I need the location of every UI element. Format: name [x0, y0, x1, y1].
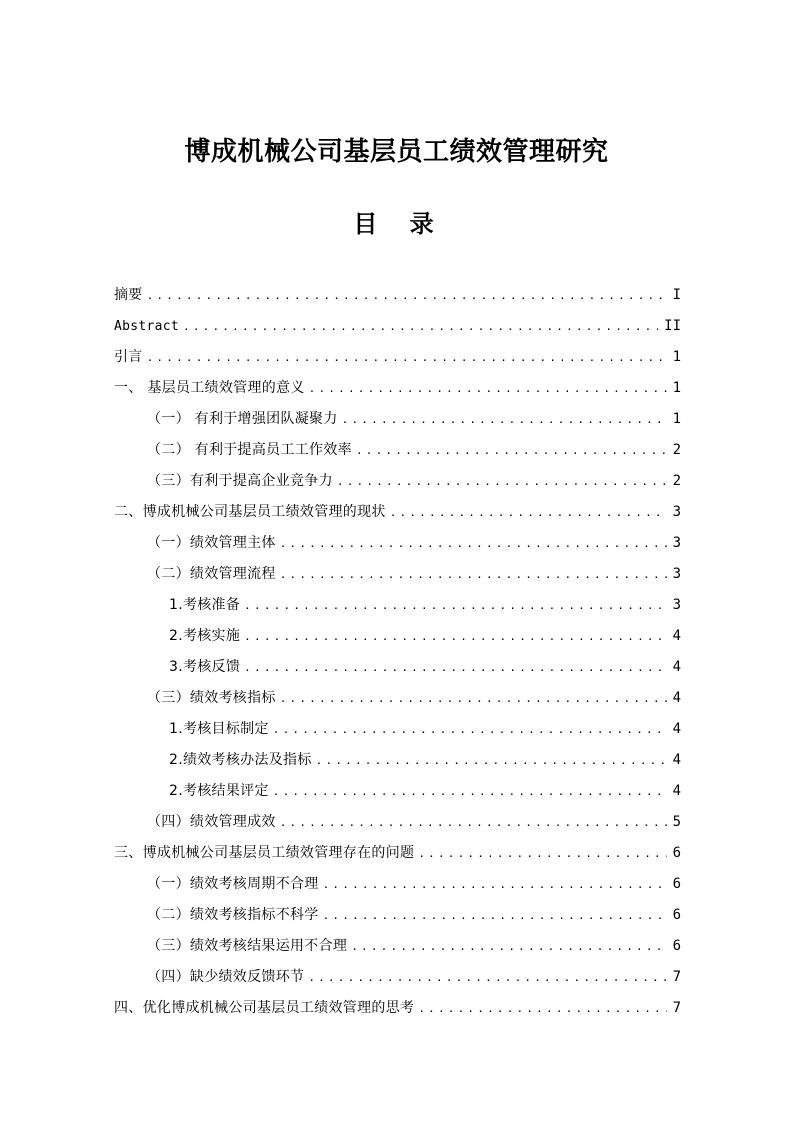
- toc-entry-label: 3.考核反馈: [169, 659, 241, 675]
- toc-page-number: 1: [672, 349, 681, 365]
- toc-entry-label: 一、 基层员工绩效管理的意义: [114, 380, 305, 396]
- toc-page-number: 3: [672, 535, 681, 551]
- toc-dot-leader: [323, 869, 667, 900]
- toc-dot-leader: [273, 714, 667, 745]
- toc-entry[interactable]: [114, 993, 681, 1024]
- toc-page-number: II: [664, 318, 681, 334]
- toc-entry-label: 2.考核结果评定: [169, 783, 269, 799]
- toc-page-number: 4: [672, 721, 681, 737]
- toc-entry-label: （二） 有利于提高员工工作效率: [147, 442, 352, 458]
- toc-entry-label: 2.考核实施: [169, 628, 241, 644]
- toc-entry-label: （二）绩效管理流程: [147, 566, 276, 582]
- toc-entry[interactable]: [114, 590, 681, 621]
- toc-dot-leader: [244, 652, 666, 683]
- toc-entry[interactable]: [114, 962, 681, 993]
- toc-page-number: 6: [672, 938, 681, 954]
- toc-dot-leader: [183, 311, 658, 342]
- toc-dot-leader: [280, 807, 667, 838]
- toc-page-number: 7: [672, 969, 681, 985]
- toc-entry-label: （三）绩效考核指标: [147, 690, 276, 706]
- toc-entry[interactable]: [114, 373, 681, 404]
- toc-entry[interactable]: [114, 528, 681, 559]
- toc-entry-label: （三）绩效考核结果运用不合理: [147, 938, 348, 954]
- toc-entry[interactable]: [114, 776, 681, 807]
- toc-dot-leader: [323, 900, 667, 931]
- toc-page-number: 1: [672, 411, 681, 427]
- toc-entry-label: 二、博成机械公司基层员工绩效管理的现状: [114, 504, 386, 520]
- toc-entry-label: （一） 有利于增强团队凝聚力: [147, 411, 338, 427]
- document-title: 博成机械公司基层员工绩效管理研究: [184, 137, 609, 167]
- toc-dot-leader: [280, 559, 667, 590]
- toc-entry[interactable]: [114, 280, 681, 311]
- toc-dot-leader: [337, 466, 667, 497]
- toc-dot-leader: [147, 342, 667, 373]
- toc-dot-leader: [244, 590, 666, 621]
- toc-page-number: 3: [672, 566, 681, 582]
- toc-dot-leader: [316, 745, 667, 776]
- toc-dot-leader: [309, 373, 667, 404]
- toc-entry[interactable]: [114, 683, 681, 714]
- toc-page-number: 1: [672, 380, 681, 396]
- toc-entry-label: 三、博成机械公司基层员工绩效管理存在的问题: [114, 845, 415, 861]
- toc-page-number: 3: [672, 504, 681, 520]
- toc-entry[interactable]: [114, 714, 681, 745]
- toc-entry-label: 1.考核准备: [169, 597, 241, 613]
- toc-entry[interactable]: [114, 869, 681, 900]
- toc-entry-label: Abstract: [114, 319, 180, 334]
- toc-entry-label: 引言: [114, 349, 143, 365]
- toc-dot-leader: [273, 776, 667, 807]
- toc-page-number: 2: [672, 442, 681, 458]
- toc-dot-leader: [418, 838, 666, 869]
- toc-dot-leader: [351, 931, 666, 962]
- toc-entry[interactable]: [114, 497, 681, 528]
- toc-page-number: 6: [672, 907, 681, 923]
- toc-entry-label: 2.绩效考核办法及指标: [169, 752, 312, 768]
- toc-dot-leader: [342, 404, 667, 435]
- toc-dot-leader: [244, 621, 666, 652]
- toc-entry-label: 1.考核目标制定: [169, 721, 269, 737]
- toc-entry-label: （二）绩效考核指标不科学: [147, 907, 319, 923]
- toc-entry[interactable]: [114, 807, 681, 838]
- toc-entry[interactable]: [114, 838, 681, 869]
- toc-page-number: 5: [672, 814, 681, 830]
- toc-page-number: 6: [672, 876, 681, 892]
- toc-page-number: 3: [672, 597, 681, 613]
- toc-entry[interactable]: [114, 745, 681, 776]
- toc-page-number: 4: [672, 783, 681, 799]
- toc-page-number: 4: [672, 628, 681, 644]
- toc-entry[interactable]: [114, 342, 681, 373]
- toc-entry[interactable]: [114, 931, 681, 962]
- toc-page-number: 4: [672, 752, 681, 768]
- toc-dot-leader: [356, 435, 667, 466]
- toc-entry[interactable]: [114, 466, 681, 497]
- toc-entry-label: （四）缺少绩效反馈环节: [147, 969, 305, 985]
- toc-entry-label: （一）绩效管理主体: [147, 535, 276, 551]
- toc-dot-leader: [390, 497, 667, 528]
- table-of-contents: [114, 280, 681, 1024]
- toc-page-number: 2: [672, 473, 681, 489]
- toc-heading: 目 录: [353, 209, 446, 238]
- toc-dot-leader: [418, 993, 666, 1024]
- toc-entry[interactable]: [114, 652, 681, 683]
- toc-dot-leader: [280, 683, 667, 714]
- toc-page-number: 4: [672, 690, 681, 706]
- toc-entry[interactable]: [114, 311, 681, 342]
- toc-entry[interactable]: [114, 404, 681, 435]
- toc-page-number: 6: [672, 845, 681, 861]
- toc-page-number: 7: [672, 1000, 681, 1016]
- toc-entry[interactable]: [114, 435, 681, 466]
- toc-dot-leader: [280, 528, 667, 559]
- toc-dot-leader: [308, 962, 666, 993]
- toc-page-number: I: [672, 287, 681, 303]
- toc-entry-label: 四、优化博成机械公司基层员工绩效管理的思考: [114, 1000, 415, 1016]
- toc-entry-label: （一）绩效考核周期不合理: [147, 876, 319, 892]
- toc-entry[interactable]: [114, 900, 681, 931]
- toc-dot-leader: [147, 280, 667, 311]
- toc-page-number: 4: [672, 659, 681, 675]
- toc-entry-label: （四）绩效管理成效: [147, 814, 276, 830]
- toc-entry[interactable]: [114, 559, 681, 590]
- toc-entry-label: 摘要: [114, 287, 143, 303]
- toc-entry[interactable]: [114, 621, 681, 652]
- toc-entry-label: （三）有利于提高企业竞争力: [147, 473, 333, 489]
